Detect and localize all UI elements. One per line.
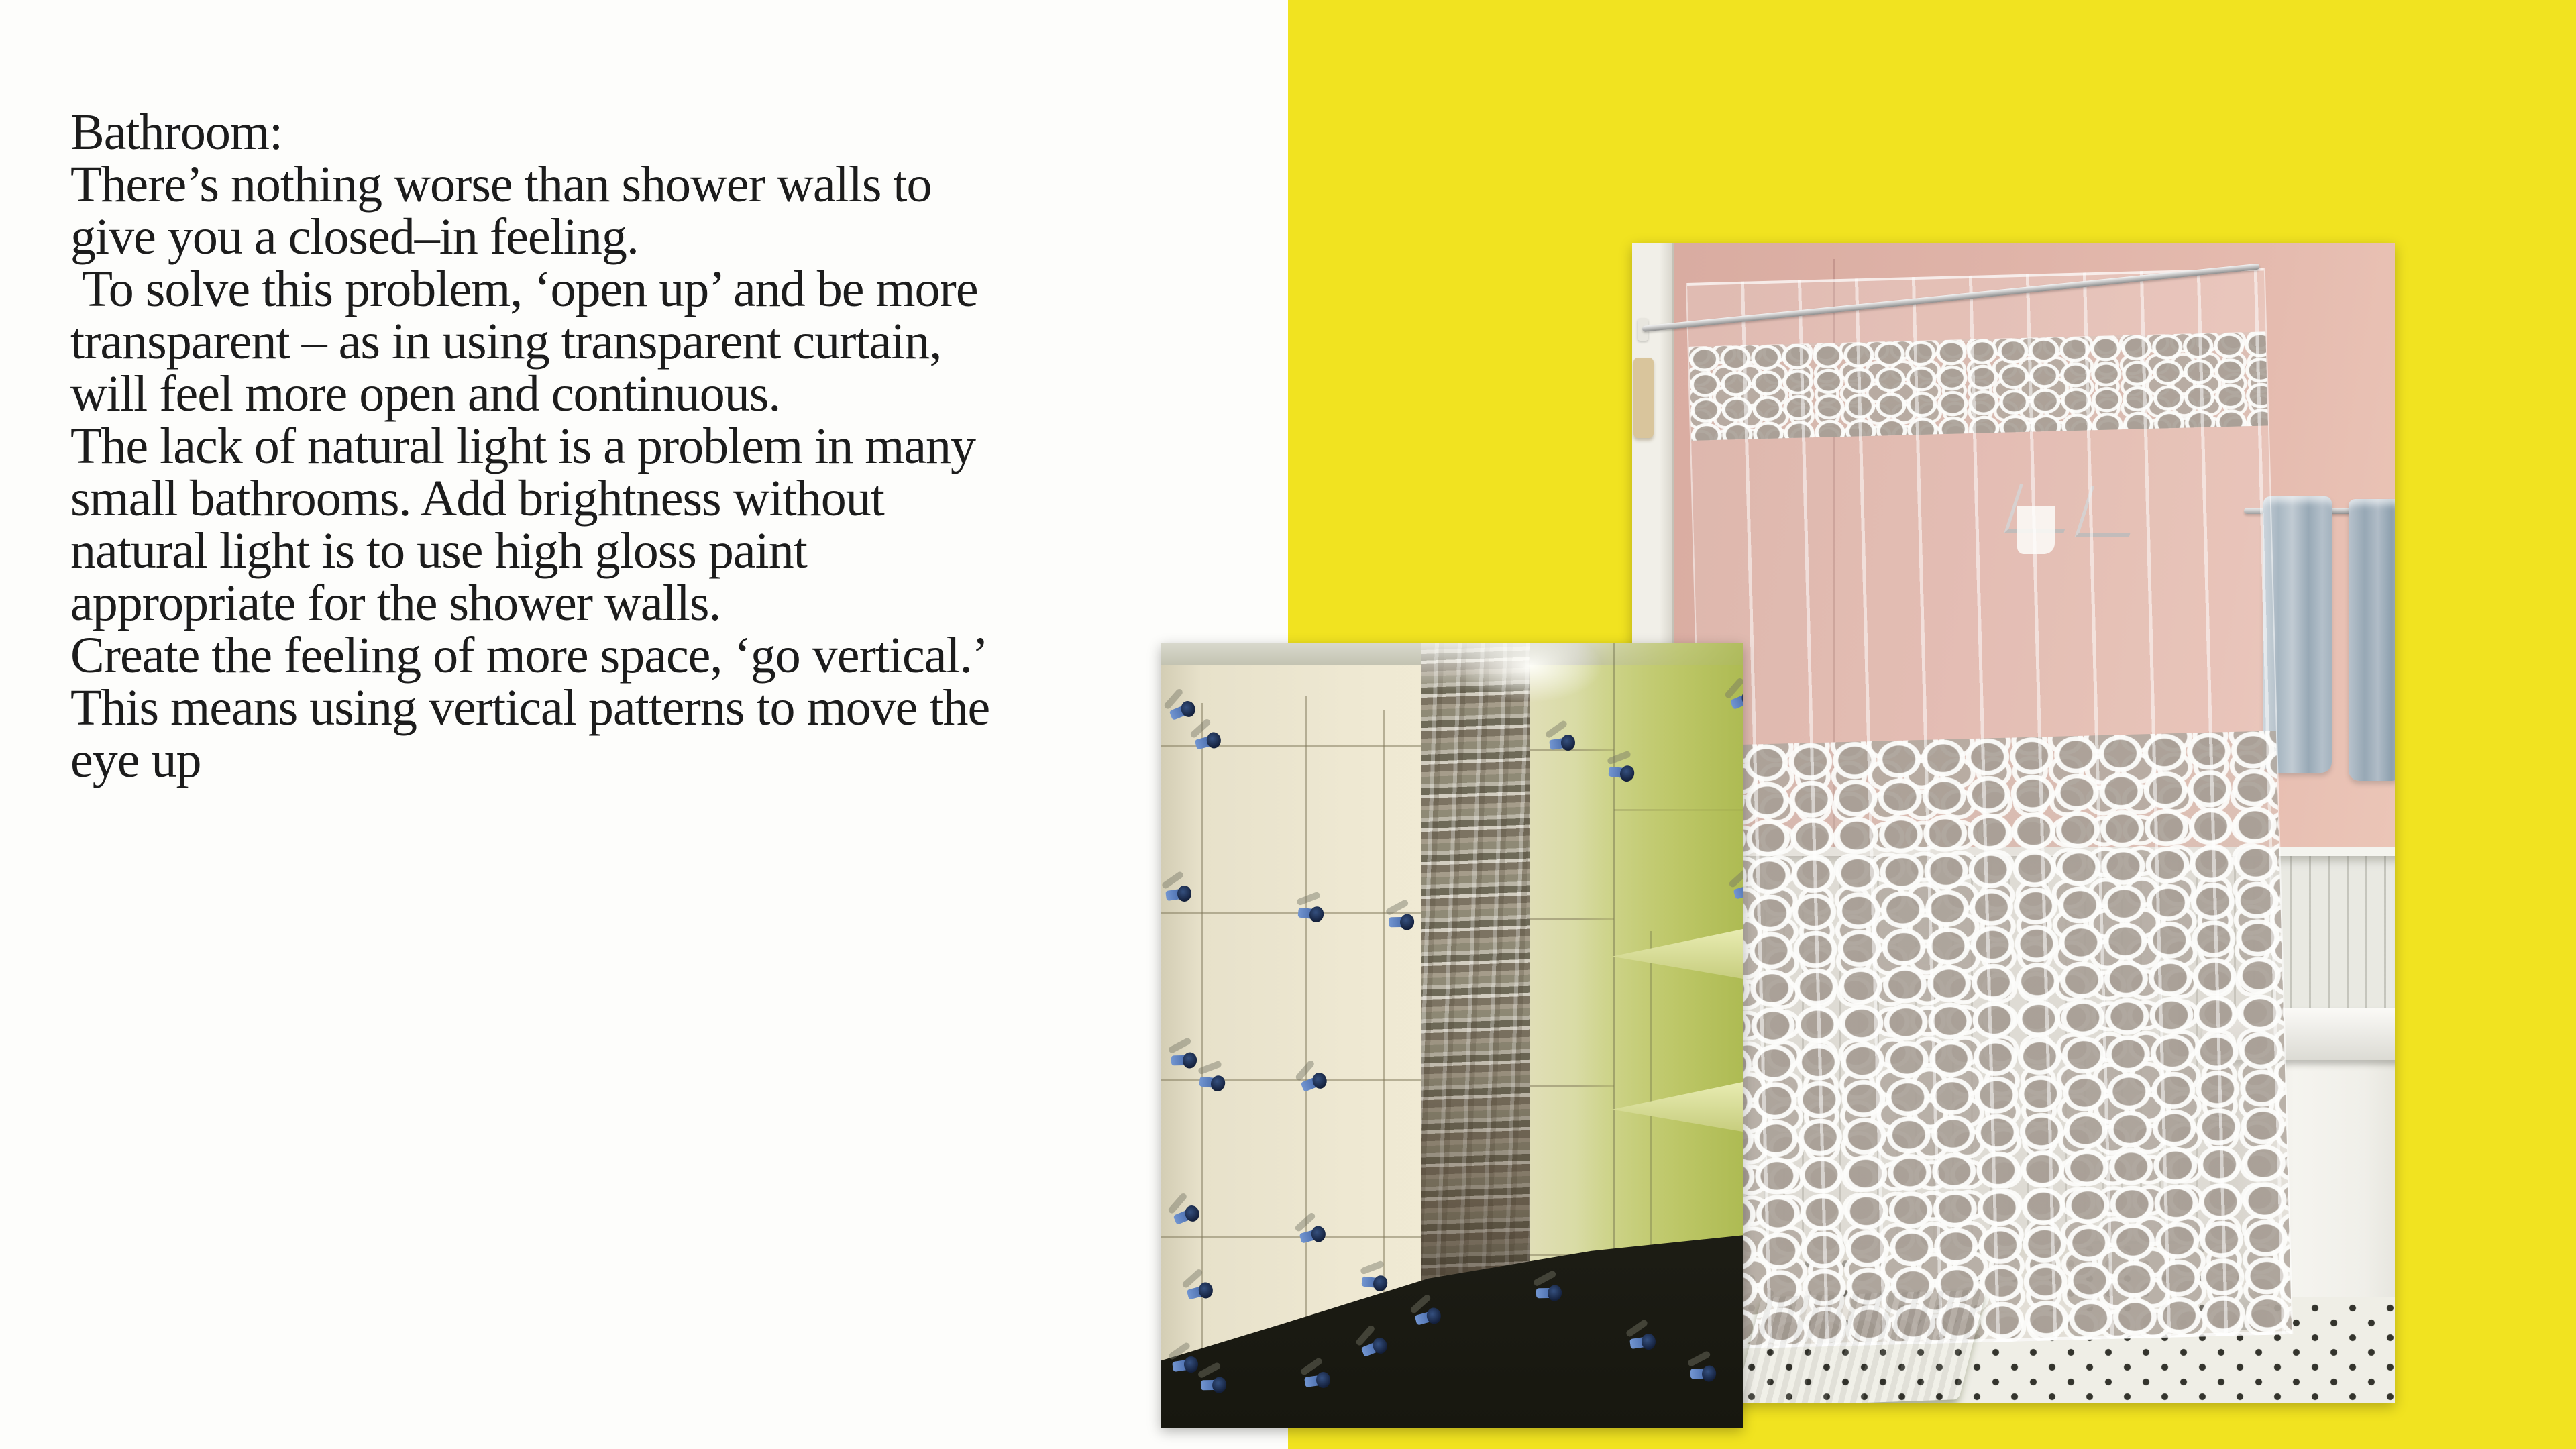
body-text-line: transparent – as in using transparent curtain,: [70, 313, 942, 370]
tile-clip-layer: [1161, 643, 1743, 1428]
tile-leveling-clip: [1172, 1201, 1207, 1228]
body-text-line: To solve this problem, ‘open up’ and be more: [70, 261, 978, 317]
body-text-line: give you a closed–in feeling.: [70, 209, 639, 265]
green-bath-mat: [1734, 1289, 1986, 1403]
body-text-line: The lack of natural light is a problem in many: [70, 418, 976, 474]
body-text-line: This means using vertical patterns to move the: [70, 680, 990, 736]
tile-leveling-clip: [1607, 760, 1642, 787]
tile-leveling-clip: [1166, 884, 1197, 904]
tile-leveling-clip: [1733, 879, 1743, 902]
tile-leveling-clip: [1197, 1070, 1232, 1097]
body-text-line: small bathrooms. Add brightness without: [70, 470, 884, 527]
tile-leveling-clip: [1414, 1305, 1447, 1328]
body-text-line: There’s nothing worse than shower walls to: [70, 156, 932, 213]
transparent-pebble-shower-curtain: [1686, 268, 2293, 1349]
tile-leveling-clip: [1299, 1223, 1332, 1246]
tile-leveling-clip: [1729, 686, 1743, 713]
tile-leveling-clip: [1535, 1281, 1568, 1305]
tile-leveling-clip: [1387, 910, 1420, 934]
tile-leveling-clip: [1360, 1270, 1395, 1297]
body-text-line: natural light is to use high gloss paint: [70, 523, 807, 579]
tile-leveling-clip: [1168, 697, 1203, 724]
tile-leveling-clip: [1550, 733, 1580, 753]
hanging-cloth: [1633, 358, 1654, 438]
body-text-line: Create the feeling of more space, ‘go vertical.’: [70, 627, 988, 684]
page-title: Bathroom:: [70, 104, 283, 160]
pink-bathroom-photo: [1632, 243, 2395, 1403]
curtain-folds: [1687, 268, 2292, 1349]
tile-leveling-clip: [1299, 1069, 1334, 1095]
tile-leveling-clip: [1186, 1279, 1219, 1303]
body-text-line: eye up: [70, 732, 201, 788]
tile-leveling-clip: [1296, 901, 1331, 928]
tiled-shower-photo: [1161, 643, 1743, 1428]
tile-leveling-clip: [1630, 1332, 1661, 1352]
tile-leveling-clip: [1689, 1362, 1722, 1385]
blue-towel: [2349, 499, 2395, 781]
body-text-line: will feel more open and continuous.: [70, 366, 781, 422]
tile-leveling-clip: [1199, 1373, 1232, 1397]
article-text: [70, 106, 989, 786]
tile-leveling-clip: [1360, 1334, 1395, 1360]
body-text-line: appropriate for the shower walls.: [70, 575, 721, 631]
tile-leveling-clip: [1194, 729, 1227, 753]
tile-leveling-clip: [1305, 1371, 1336, 1391]
